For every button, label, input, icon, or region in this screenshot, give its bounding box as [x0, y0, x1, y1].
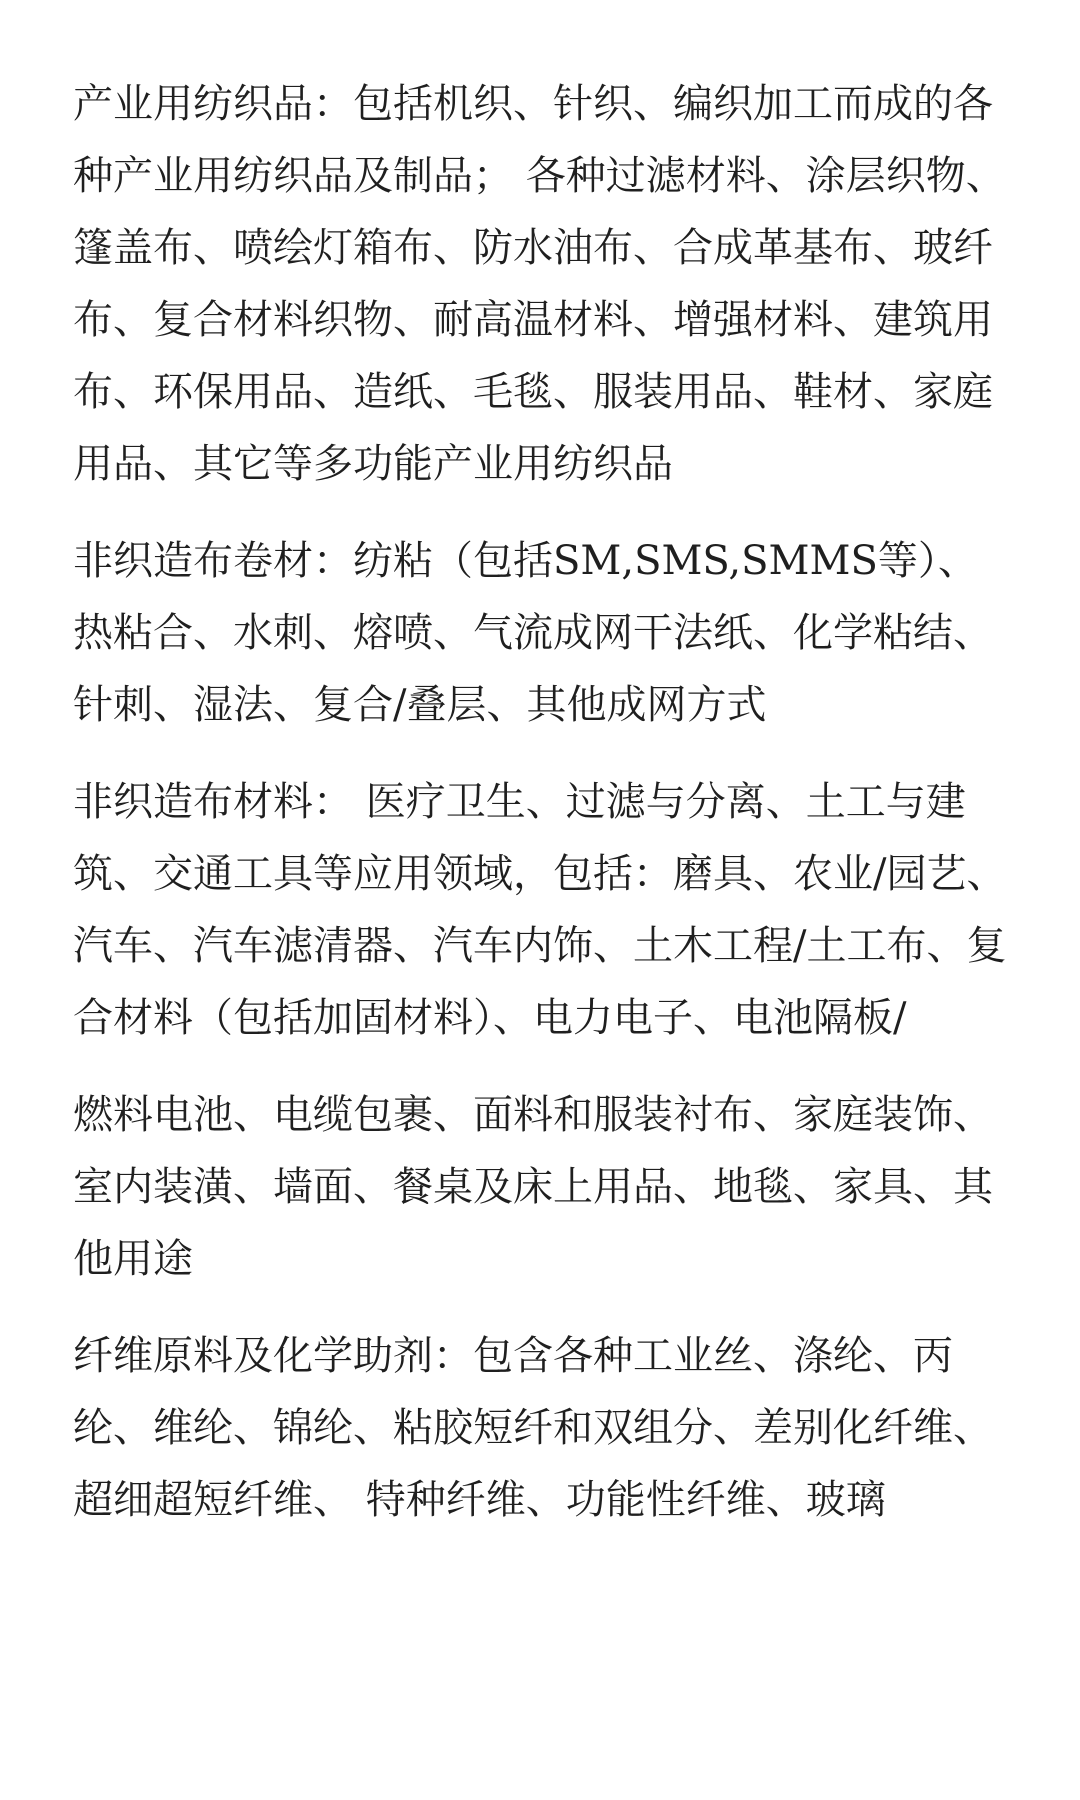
- paragraph-nonwoven-rolls: 非织造布卷材：纺粘（包括SM,SMS,SMMS等）、热粘合、水刺、熔喷、气流成网干法纸、化学粘结、针刺、湿法、复合/叠层、其他成网方式: [73, 538, 993, 728]
- paragraph-other-applications: 燃料电池、电缆包裹、面料和服装衬布、家庭装饰、室内装潢、墙面、餐桌及床上用品、地毯、家具、其他用途: [73, 1092, 993, 1282]
- paragraph-fiber-raw-materials: 纤维原料及化学助剂：包含各种工业丝、涤纶、丙纶、维纶、锦纶、粘胶短纤和双组分、差别化纤维、超细超短纤维、 特种纤维、功能性纤维、玻璃: [73, 1333, 993, 1523]
- article-body: [73, 68, 1013, 1561]
- paragraph-industrial-textiles: 产业用纺织品：包括机织、针织、编织加工而成的各种产业用纺织品及制品； 各种过滤材料、涂层织物、篷盖布、喷绘灯箱布、防水油布、合成革基布、玻纤布、复合材料织物、耐高温材料、增强材料、建筑用布、环保用品、造纸、毛毯、服装用品、鞋材、家庭用品、其它等多功能产业用纺织品: [73, 81, 1006, 487]
- paragraph-nonwoven-materials: 非织造布材料： 医疗卫生、过滤与分离、土工与建筑、交通工具等应用领域，包括：磨具、农业/园艺、汽车、汽车滤清器、汽车内饰、土木工程/土工布、复合材料（包括加固材料）、电力电子、电池隔板/: [73, 779, 1007, 1041]
